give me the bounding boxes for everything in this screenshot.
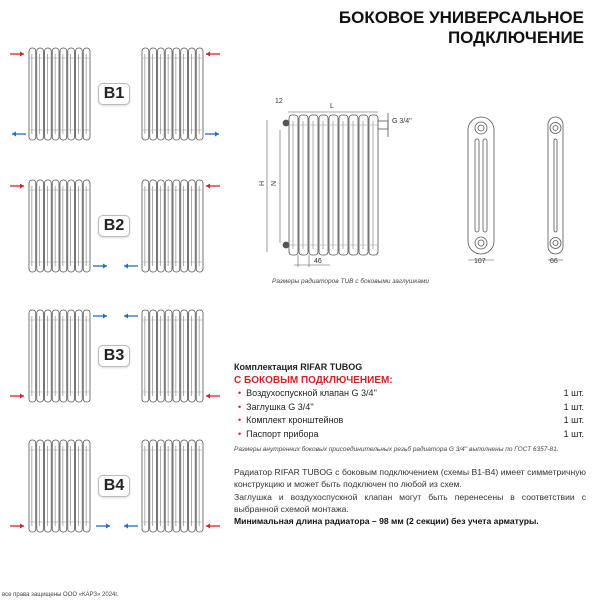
dim-46: 46 xyxy=(314,258,322,265)
supply-arrow-icon xyxy=(10,524,24,529)
kit-item: • Заглушка G 3/4'' 1 шт. xyxy=(238,401,584,412)
radiator-icon xyxy=(142,310,203,402)
radiator-icon xyxy=(142,180,203,272)
dim-H: H xyxy=(259,180,267,187)
kit-item: • Воздухоспускной клапан G 3/4'' 1 шт. xyxy=(238,388,584,398)
radiator-icon xyxy=(142,48,203,140)
return-arrow-icon xyxy=(93,264,107,269)
kit-subheading: С БОКОВЫМ ПОДКЛЮЧЕНИЕМ: xyxy=(234,375,393,386)
dimension-drawing xyxy=(250,95,590,275)
dim-107: 107 xyxy=(474,258,486,265)
supply-arrow-icon xyxy=(10,52,24,57)
bullet-icon: • xyxy=(238,401,242,412)
dim-thread: G 3/4'' xyxy=(392,118,412,125)
radiator-icon xyxy=(29,48,90,140)
kit-section xyxy=(234,362,584,453)
return-arrow-icon xyxy=(96,524,110,529)
dim-N: N xyxy=(271,180,279,187)
supply-arrow-icon xyxy=(10,394,24,399)
radiator-icon xyxy=(29,180,90,272)
radiator-side-views xyxy=(468,117,563,254)
radiator-icon xyxy=(29,440,90,532)
bullet-icon: • xyxy=(238,415,242,425)
scheme-label: B2 xyxy=(98,215,130,237)
supply-arrow-icon xyxy=(206,52,220,57)
kit-note: Размеры внутренних боковых присоединительных резьб радиатора G 3/4'' выполнены по ГОСТ 6357-81. xyxy=(234,446,559,453)
drawing-caption: Размеры радиаторов TUB с боковыми заглушками xyxy=(272,278,430,285)
kit-heading: Комплектация RIFAR TUBOG xyxy=(234,362,363,372)
scheme-label: B3 xyxy=(98,345,130,367)
dim-12: 12 xyxy=(275,98,283,105)
return-arrow-icon xyxy=(124,314,138,319)
supply-arrow-icon xyxy=(206,524,220,529)
scheme-label: B4 xyxy=(98,475,130,497)
kit-item: • Комплект кронштейнов 1 шт. xyxy=(238,415,584,425)
return-arrow-icon xyxy=(124,524,138,529)
dim-L: L xyxy=(330,103,334,110)
bullet-icon: • xyxy=(238,388,242,398)
return-arrow-icon xyxy=(124,264,138,269)
return-arrow-icon xyxy=(205,132,219,137)
copyright: все права защищены ООО «КАРЗ» 2024г. xyxy=(2,592,119,598)
radiator-front-view xyxy=(283,113,388,255)
dim-66: 66 xyxy=(550,258,558,265)
return-arrow-icon xyxy=(12,132,26,137)
radiator-icon xyxy=(142,440,203,532)
supply-arrow-icon xyxy=(206,394,220,399)
kit-item: • Паспорт прибора 1 шт. xyxy=(238,428,584,439)
supply-arrow-icon xyxy=(206,184,220,189)
bullet-icon: • xyxy=(238,428,242,439)
page-title: БОКОВОЕ УНИВЕРСАЛЬНОЕ ПОДКЛЮЧЕНИЕ xyxy=(338,8,584,47)
scheme-label: B1 xyxy=(98,83,130,105)
radiator-icon xyxy=(29,310,90,402)
return-arrow-icon xyxy=(93,314,107,319)
supply-arrow-icon xyxy=(10,184,24,189)
description: Радиатор RIFAR TUBOG с боковым подключением (схемы B1-B4) имеет симметричную конструкцию и может быть подключен по любой из схем. Заглушка и воздухоспускной клапан могут быть перенесены в соответствии с выбранной схемой монтажа. Минимальная длина радиатора – 98 мм (2 секции) без учета арматуры. xyxy=(234,467,586,527)
